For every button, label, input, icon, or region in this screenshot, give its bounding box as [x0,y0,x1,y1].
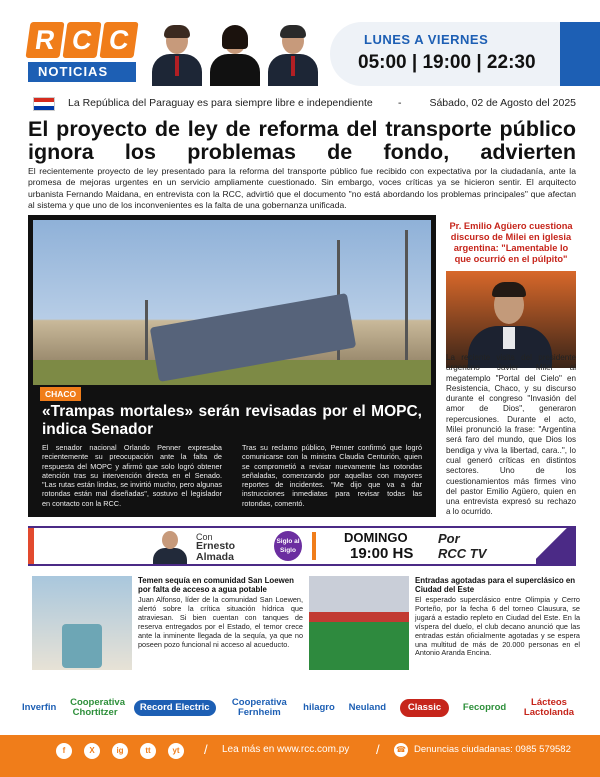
main-headline[interactable]: El proyecto de ley de reforma del transporte público ignora los problemas de fondo, advierten [28,117,576,164]
story-title[interactable]: Entradas agotadas para el superclásico en Ciudad del Este [415,576,576,595]
tv-por-label: Por [438,531,460,546]
host-avatar [150,528,190,564]
motto-row [28,96,576,112]
feature-column-2: Tras su reclamo público, Penner confirmó que logró comunicarse con la ministra Claudia Centurión, quien se comprometió a revisar nuevamente las rotondas señaladas, comenzando por aquellas con mayores reportes de incidentes. "Me dijo que va a dar instrucciones inmediatas para revisar todas las rotondas, comentó. [242,443,422,508]
schedule-days: LUNES A VIERNES [364,32,489,47]
banner-divider [312,532,316,560]
overturned-truck-photo [33,220,431,385]
x-twitter-icon[interactable]: X [84,743,100,759]
category-tag[interactable]: CHACO [40,387,81,401]
broadcast-schedule [330,22,580,86]
sponsor-logo[interactable]: Classic [400,699,449,717]
water-tank-photo [32,576,132,670]
sponsor-logo[interactable]: Inverfin [22,702,57,713]
banner-corner [536,528,576,564]
story-drought[interactable] [32,576,302,672]
facebook-icon[interactable]: f [56,743,72,759]
anchor-avatar [208,24,260,86]
tv-host-name: Ernesto Almada [196,540,236,563]
separator: - [398,97,402,109]
logo-letter: R [25,22,64,58]
sponsor-logo[interactable]: Cooperativa Chortitzer [70,697,125,718]
side-story[interactable] [446,221,576,517]
main-lede: El recientemente proyecto de ley presentado para la reforma del transporte público fue recibido con expectativa por la ciudadanía, ante la promesa de mejoras urgentes en un servicio ampliamente cuestionado. Sin embargo, voces críticas ya se hicieron sentir. El arquitecto urbanista Fernando Maidana, en entrevista con la RCC, advirtió que el documento "no está abordando los problemas principales" que afectan al sistema y que uno de los inconvenientes es la falta de una gobernanza unificada. [28,166,576,210]
header-accent-stripe [560,22,600,86]
feature-story[interactable] [28,215,436,517]
feature-title[interactable]: «Trampas mortales» serán revisadas por el MOPC, indica Senador [42,403,422,438]
tv-day: DOMINGO [344,530,408,545]
logo-subtitle: NOTICIAS [28,62,136,82]
story-text: Juan Alfonso, líder de la comunidad San Loewen, alertó sobre la crítica situación hídrica que atraviesan. Si bien cuentan con tanques de reserva entregados por el Estado, el temor crece ante la inminente llegada de la sequía, ya que no poseen pozo funcional ni acceso al acueducto. [138,595,303,649]
anchor-avatar [150,24,202,86]
anchor-avatar [266,24,318,86]
paraguay-flag-icon [33,97,55,111]
instagram-icon[interactable]: ig [112,743,128,759]
page-footer [0,735,600,777]
youtube-icon[interactable]: yt [168,743,184,759]
website-link[interactable]: Lea más en www.rcc.com.py [222,744,350,755]
complaints-phone[interactable]: Denuncias ciudadanas: 0985 579582 [414,744,571,755]
side-story-title[interactable]: Pr. Emilio Agüero cuestiona discurso de Milei en iglesia argentina: "Lamentable lo que ocurrió en el púlpito" [449,221,573,264]
schedule-times: 05:00 | 19:00 | 22:30 [358,52,536,73]
story-text: El esperado superclásico entre Olimpia y Cerro Porteño, por la fecha 6 del torneo Clausura, se jugará a estadio repleto en Ciudad del Este. En la víspera del duelo, el club decano anunció que las entradas están oficialmente agotadas y se espera una multitud de más de 20.000 personas en el Antonio Aranda Encina. [415,595,580,658]
separator: / [204,742,208,757]
sponsor-logo[interactable]: hilagro [303,702,335,713]
banner-stripe [28,528,34,564]
tv-con-label: Con [196,532,213,542]
sponsor-logo[interactable]: Neuland [348,702,387,713]
issue-date: Sábado, 02 de Agosto del 2025 [429,97,576,109]
sponsor-logo[interactable]: Lácteos Lactolanda [523,697,575,718]
siglo-al-siglo-logo: Siglo al Siglo [274,531,302,561]
feature-column-1: El senador nacional Orlando Penner expresaba recientemente su preocupación ante la falta de respuesta del MOPC y afirmó que solo logró obtener atención tras su intervención directa en el Senado. "Las rutas están lindas, se invirtió mucho, pero algunas rotondas están mal diseñadas", sostuvo el legislador en contacto con la RCC. [42,443,222,508]
sponsor-logo[interactable]: Fecoprod [462,702,507,713]
separator: / [376,742,380,757]
story-superclasico[interactable] [309,576,579,672]
logo-letter: C [62,22,101,58]
stadium-photo [309,576,409,670]
tv-channel: RCC TV [438,546,487,561]
side-story-text: La reciente visita del presidente argentino Javier Milei al megatemplo "Portal del Cielo" en Resistencia, Chaco, y su discurso durante el congreso "Invasión del amor de Dios", generaron repercusiones. Durante el acto, Milei pronunció la frase: "Argentina será faro del mundo, que Dios los bendiga y viva la libertad, cara..", lo cual generó críticas en distintos sectores. Uno de los cuestionamientos más firmes vino del pastor Emilio Agüero, quien en una entrevista expresó su rechazo a lo ocurrido. [446,353,576,517]
sponsor-logo[interactable]: Record Electric [134,700,216,716]
logo-letter: C [99,22,138,58]
sponsor-logo[interactable]: Cooperativa Fernheim [231,697,287,718]
story-title[interactable]: Temen sequía en comunidad San Loewen por falta de acceso a agua potable [138,576,294,595]
page-header [0,0,600,88]
rcc-logo[interactable] [28,22,138,86]
tiktok-icon[interactable]: tt [140,743,156,759]
sponsor-strip [22,686,578,730]
whatsapp-icon[interactable]: ☎ [394,743,408,757]
national-motto: La República del Paraguay es para siempre libre e independiente [68,97,373,109]
tv-program-banner[interactable] [28,526,576,566]
news-anchors-photo [150,20,320,86]
tv-time: 19:00 HS [350,545,414,562]
